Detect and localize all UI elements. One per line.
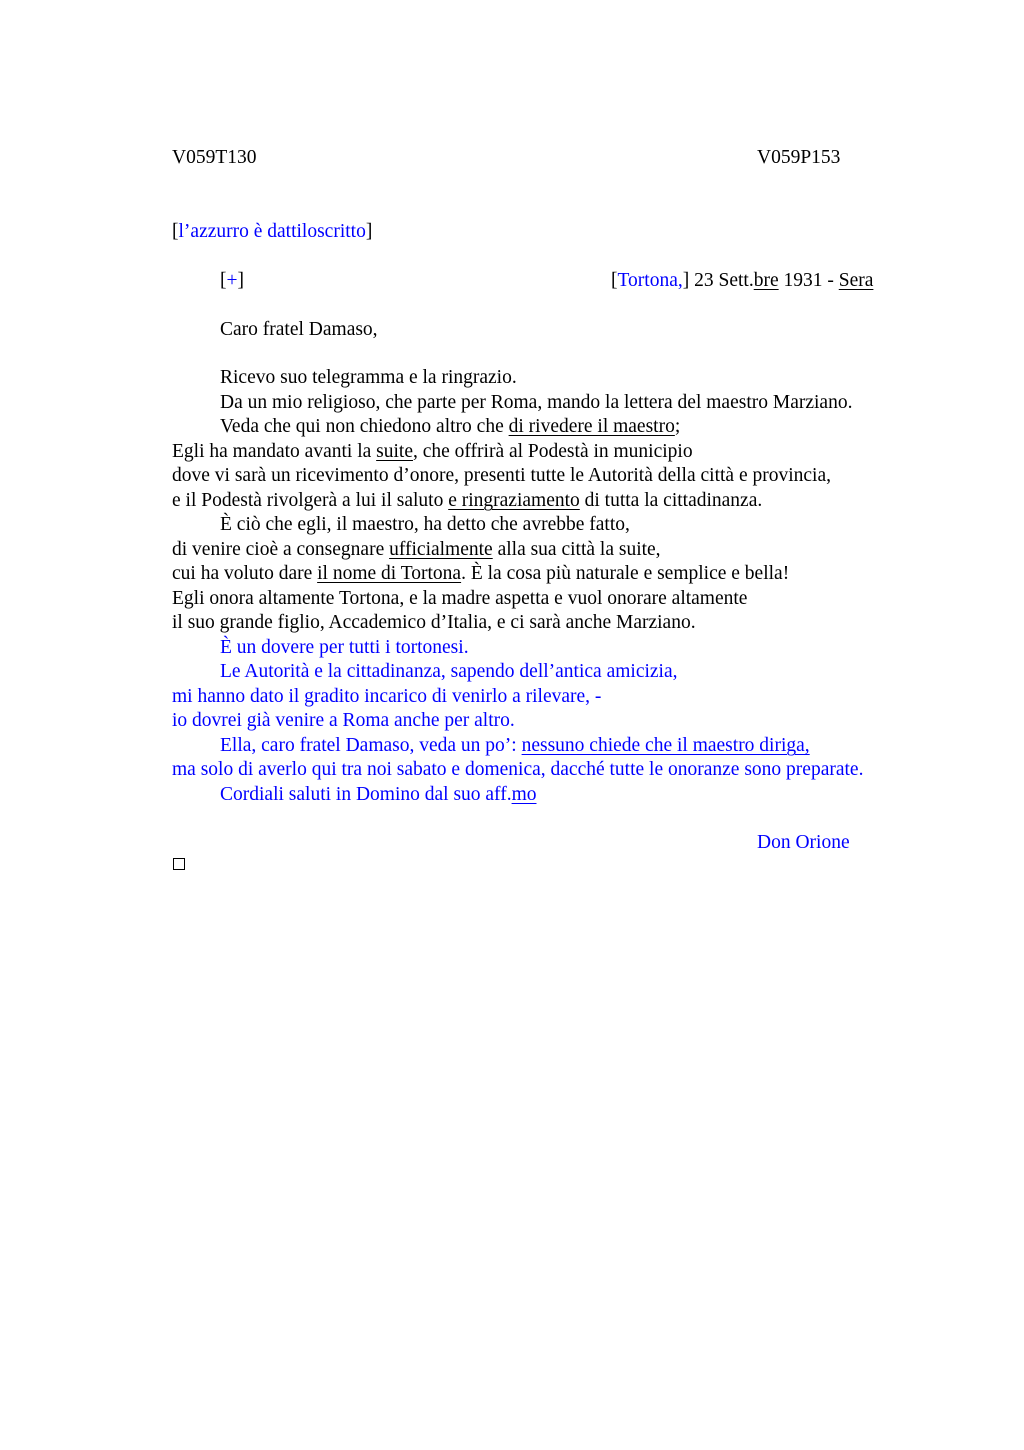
- body-line-1: Ricevo suo telegramma e la ringrazio.: [220, 367, 517, 388]
- doc-code-right: V059P153: [757, 147, 841, 168]
- cross-marker: [220, 269, 244, 293]
- note-text: l’azzurro è dattiloscritto: [178, 221, 366, 242]
- signature: Don Orione: [757, 832, 850, 853]
- place: Tortona,: [617, 270, 683, 291]
- date: ] 23 Sett.: [682, 270, 754, 291]
- text: Veda che qui non chiedono altro che: [220, 416, 509, 437]
- typed-line-2: Le Autorità e la cittadinanza, sapendo dell’antica amicizia,: [220, 661, 678, 682]
- text: di venire cioè a consegnare: [172, 539, 390, 560]
- year: 1931 -: [778, 270, 839, 291]
- place-open: [: [611, 270, 618, 291]
- typed-line-3: mi hanno dato il gradito incarico di venirlo a rilevare, -: [172, 686, 602, 707]
- time-of-day: Sera: [838, 270, 874, 291]
- body-line-11: il suo grande figlio, Accademico d’Italia, e ci sarà anche Marziano.: [172, 612, 696, 633]
- body-line-3: [220, 415, 680, 439]
- note-open-bracket: [: [172, 221, 179, 242]
- body-line-5: dove vi sarà un ricevimento d’onore, presenti tutte le Autorità della città e provincia,: [172, 465, 831, 486]
- body-line-2: Da un mio religioso, che parte per Roma, mando la lettera del maestro Marziano.: [220, 392, 853, 413]
- text: . È la cosa più naturale e semplice e bella!: [461, 563, 790, 584]
- text: Ella, caro fratel Damaso, veda un po’:: [220, 735, 522, 756]
- editorial-note: [172, 220, 372, 244]
- typed-line-1: È un dovere per tutti i tortonesi.: [220, 637, 469, 658]
- marker-open: [: [220, 270, 227, 291]
- underlined-text: ufficialmente: [389, 539, 493, 560]
- text: , che offrirà al Podestà in municipio: [412, 441, 693, 462]
- note-close-bracket: ]: [365, 221, 373, 242]
- marker-close: ]: [237, 270, 244, 291]
- underlined-text: suite: [376, 441, 413, 462]
- underlined-text: mo: [511, 784, 537, 805]
- body-line-10: Egli onora altamente Tortona, e la madre aspetta e vuol onorare altamente: [172, 588, 748, 609]
- text: e il Podestà rivolgerà a lui il saluto: [172, 490, 449, 511]
- body-line-7: È ciò che egli, il maestro, ha detto che avrebbe fatto,: [220, 514, 630, 535]
- body-line-9: [172, 562, 789, 586]
- underlined-text: e ringraziamento: [448, 490, 580, 511]
- dateline: [611, 269, 873, 293]
- salutation: Caro fratel Damaso,: [220, 319, 378, 340]
- typed-line-5: [220, 734, 810, 758]
- underlined-text: il nome di Tortona: [317, 563, 462, 584]
- text: cui ha voluto dare: [172, 563, 318, 584]
- underlined-text: nessuno chiede che il maestro diriga,: [521, 735, 810, 756]
- text: alla sua città la suite,: [492, 539, 661, 560]
- typed-line-6: ma solo di averlo qui tra noi sabato e domenica, dacché tutte le onoranze sono preparate.: [172, 759, 864, 780]
- doc-code-left: V059T130: [172, 147, 257, 168]
- typed-line-4: io dovrei già venire a Roma anche per altro.: [172, 710, 515, 731]
- end-of-document-box-icon: [173, 858, 185, 870]
- text: di tutta la cittadinanza.: [579, 490, 763, 511]
- body-line-8: [172, 538, 661, 562]
- underlined-text: di rivedere il maestro: [508, 416, 675, 437]
- body-line-4: [172, 440, 693, 464]
- body-line-6: [172, 489, 762, 513]
- text: ;: [674, 416, 681, 437]
- text: Egli ha mandato avanti la: [172, 441, 377, 462]
- month-suffix: bre: [753, 270, 779, 291]
- typed-line-7: [220, 783, 537, 807]
- text: Cordiali saluti in Domino dal suo aff.: [220, 784, 512, 805]
- marker-plus: +: [226, 270, 238, 291]
